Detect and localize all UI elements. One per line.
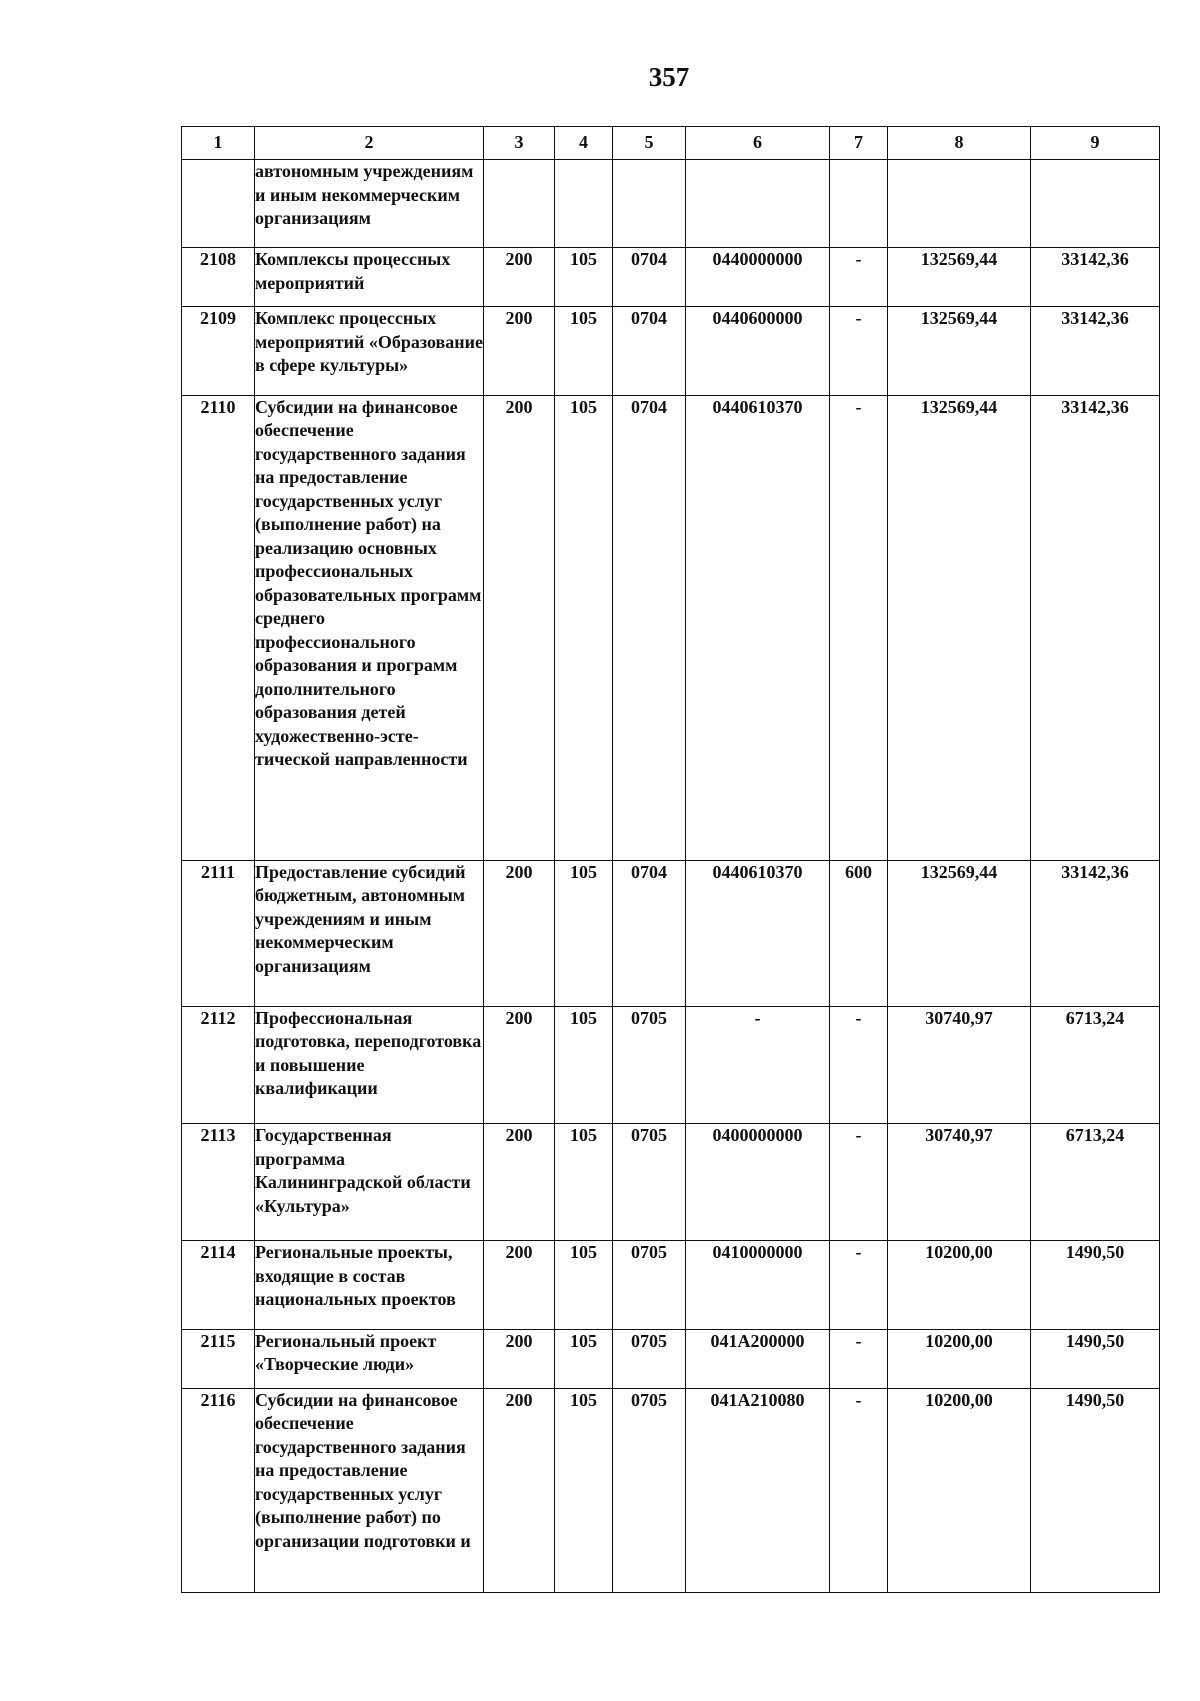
header-col-3: 3 bbox=[484, 127, 555, 160]
cell-col-8: 132569,44 bbox=[888, 307, 1031, 395]
cell-col-3: 200 bbox=[484, 395, 555, 860]
table-row bbox=[182, 395, 1160, 860]
cell-col-6: - bbox=[686, 1006, 830, 1123]
cell-col-8: 132569,44 bbox=[888, 395, 1031, 860]
cell-col-7: - bbox=[830, 1124, 888, 1241]
header-row bbox=[182, 127, 1160, 160]
cell-col-9: 1490,50 bbox=[1031, 1241, 1160, 1329]
cell-col-4: 105 bbox=[555, 248, 613, 307]
cell-col-6: 041A200000 bbox=[686, 1329, 830, 1388]
cell-col-7: - bbox=[830, 1006, 888, 1123]
cell-col-4: 105 bbox=[555, 1388, 613, 1592]
cell-col-2: Профессиональная подготовка, переподготовка и повышение квалификации bbox=[255, 1006, 484, 1123]
cell-col-2: Субсидии на финансовое обеспечение государственного задания на предоставление государственных услуг (выполнение работ) на реализацию основных профессиональных образовательных программ среднего профессионального образования и программ дополнительного образования детей художественно-эсте-тической направленности bbox=[255, 395, 484, 860]
cell-col-7: - bbox=[830, 1329, 888, 1388]
cell-col-4: 105 bbox=[555, 1124, 613, 1241]
cell-col-1: 2114 bbox=[182, 1241, 255, 1329]
cell-col-1: 2116 bbox=[182, 1388, 255, 1592]
cell-col-6: 0440600000 bbox=[686, 307, 830, 395]
cell-col-5: 0704 bbox=[613, 307, 686, 395]
cell-col-9: 1490,50 bbox=[1031, 1329, 1160, 1388]
cell-col-2: автономным учреждениям и иным некоммерческим организациям bbox=[255, 160, 484, 248]
cell-col-3: 200 bbox=[484, 248, 555, 307]
cell-col-8: 132569,44 bbox=[888, 860, 1031, 1006]
cell-col-5: 0705 bbox=[613, 1241, 686, 1329]
cell-col-1: 2115 bbox=[182, 1329, 255, 1388]
cell-col-5: 0705 bbox=[613, 1124, 686, 1241]
cell-col-7: - bbox=[830, 307, 888, 395]
cell-col-3: 200 bbox=[484, 307, 555, 395]
cell-col-4: 105 bbox=[555, 395, 613, 860]
table-row bbox=[182, 307, 1160, 395]
table-row bbox=[182, 160, 1160, 248]
cell-col-3: 200 bbox=[484, 1241, 555, 1329]
cell-col-5: 0704 bbox=[613, 395, 686, 860]
cell-col-1: 2109 bbox=[182, 307, 255, 395]
cell-col-9: 6713,24 bbox=[1031, 1124, 1160, 1241]
cell-col-9: 33142,36 bbox=[1031, 248, 1160, 307]
cell-col-7: - bbox=[830, 248, 888, 307]
cell-col-6: 0440000000 bbox=[686, 248, 830, 307]
cell-col-8 bbox=[888, 160, 1031, 248]
table-row bbox=[182, 1388, 1160, 1592]
cell-col-7: - bbox=[830, 395, 888, 860]
cell-col-8: 132569,44 bbox=[888, 248, 1031, 307]
cell-col-9: 6713,24 bbox=[1031, 1006, 1160, 1123]
cell-col-4: 105 bbox=[555, 1329, 613, 1388]
cell-col-1: 2110 bbox=[182, 395, 255, 860]
cell-col-7 bbox=[830, 160, 888, 248]
header-col-1: 1 bbox=[182, 127, 255, 160]
table-row bbox=[182, 1241, 1160, 1329]
cell-col-9: 33142,36 bbox=[1031, 395, 1160, 860]
table-row bbox=[182, 860, 1160, 1006]
cell-col-1: 2111 bbox=[182, 860, 255, 1006]
cell-col-9: 33142,36 bbox=[1031, 860, 1160, 1006]
table-row bbox=[182, 248, 1160, 307]
budget-table bbox=[181, 126, 1160, 1593]
header-col-6: 6 bbox=[686, 127, 830, 160]
cell-col-8: 10200,00 bbox=[888, 1329, 1031, 1388]
table-row bbox=[182, 1329, 1160, 1388]
header-col-9: 9 bbox=[1031, 127, 1160, 160]
cell-col-8: 30740,97 bbox=[888, 1124, 1031, 1241]
cell-col-1: 2112 bbox=[182, 1006, 255, 1123]
cell-col-5: 0705 bbox=[613, 1006, 686, 1123]
cell-col-2: Субсидии на финансовое обеспечение государственного задания на предоставление государственных услуг (выполнение работ) по организации подготовки и bbox=[255, 1388, 484, 1592]
cell-col-2: Комплекс процессных мероприятий «Образование в сфере культуры» bbox=[255, 307, 484, 395]
cell-col-3: 200 bbox=[484, 860, 555, 1006]
cell-col-2: Предоставление субсидий бюджетным, автономным учреждениям и иным некоммерческим организациям bbox=[255, 860, 484, 1006]
cell-col-9: 33142,36 bbox=[1031, 307, 1160, 395]
header-col-5: 5 bbox=[613, 127, 686, 160]
cell-col-1: 2108 bbox=[182, 248, 255, 307]
cell-col-5: 0705 bbox=[613, 1329, 686, 1388]
cell-col-2: Комплексы процессных мероприятий bbox=[255, 248, 484, 307]
cell-col-6: 041A210080 bbox=[686, 1388, 830, 1592]
cell-col-4: 105 bbox=[555, 1006, 613, 1123]
cell-col-4: 105 bbox=[555, 860, 613, 1006]
header-col-4: 4 bbox=[555, 127, 613, 160]
cell-col-9: 1490,50 bbox=[1031, 1388, 1160, 1592]
cell-col-3 bbox=[484, 160, 555, 248]
cell-col-3: 200 bbox=[484, 1329, 555, 1388]
cell-col-4: 105 bbox=[555, 1241, 613, 1329]
cell-col-6: 0410000000 bbox=[686, 1241, 830, 1329]
cell-col-8: 10200,00 bbox=[888, 1388, 1031, 1592]
cell-col-6: 0440610370 bbox=[686, 860, 830, 1006]
cell-col-5: 0705 bbox=[613, 1388, 686, 1592]
header-col-8: 8 bbox=[888, 127, 1031, 160]
cell-col-6 bbox=[686, 160, 830, 248]
cell-col-6: 0440610370 bbox=[686, 395, 830, 860]
cell-col-7: - bbox=[830, 1241, 888, 1329]
cell-col-5: 0704 bbox=[613, 248, 686, 307]
cell-col-8: 30740,97 bbox=[888, 1006, 1031, 1123]
cell-col-4: 105 bbox=[555, 307, 613, 395]
cell-col-4 bbox=[555, 160, 613, 248]
header-col-2: 2 bbox=[255, 127, 484, 160]
cell-col-5: 0704 bbox=[613, 860, 686, 1006]
cell-col-9 bbox=[1031, 160, 1160, 248]
table-row bbox=[182, 1006, 1160, 1123]
cell-col-6: 0400000000 bbox=[686, 1124, 830, 1241]
cell-col-3: 200 bbox=[484, 1388, 555, 1592]
header-col-7: 7 bbox=[830, 127, 888, 160]
cell-col-1: 2113 bbox=[182, 1124, 255, 1241]
cell-col-7: 600 bbox=[830, 860, 888, 1006]
cell-col-2: Государственная программа Калининградской области «Культура» bbox=[255, 1124, 484, 1241]
cell-col-3: 200 bbox=[484, 1124, 555, 1241]
table-row bbox=[182, 1124, 1160, 1241]
cell-col-7: - bbox=[830, 1388, 888, 1592]
cell-col-3: 200 bbox=[484, 1006, 555, 1123]
page-number: 357 bbox=[648, 62, 690, 92]
cell-col-5 bbox=[613, 160, 686, 248]
cell-col-8: 10200,00 bbox=[888, 1241, 1031, 1329]
cell-col-1 bbox=[182, 160, 255, 248]
cell-col-2: Региональные проекты, входящие в состав национальных проектов bbox=[255, 1241, 484, 1329]
cell-col-2: Региональный проект «Творческие люди» bbox=[255, 1329, 484, 1388]
